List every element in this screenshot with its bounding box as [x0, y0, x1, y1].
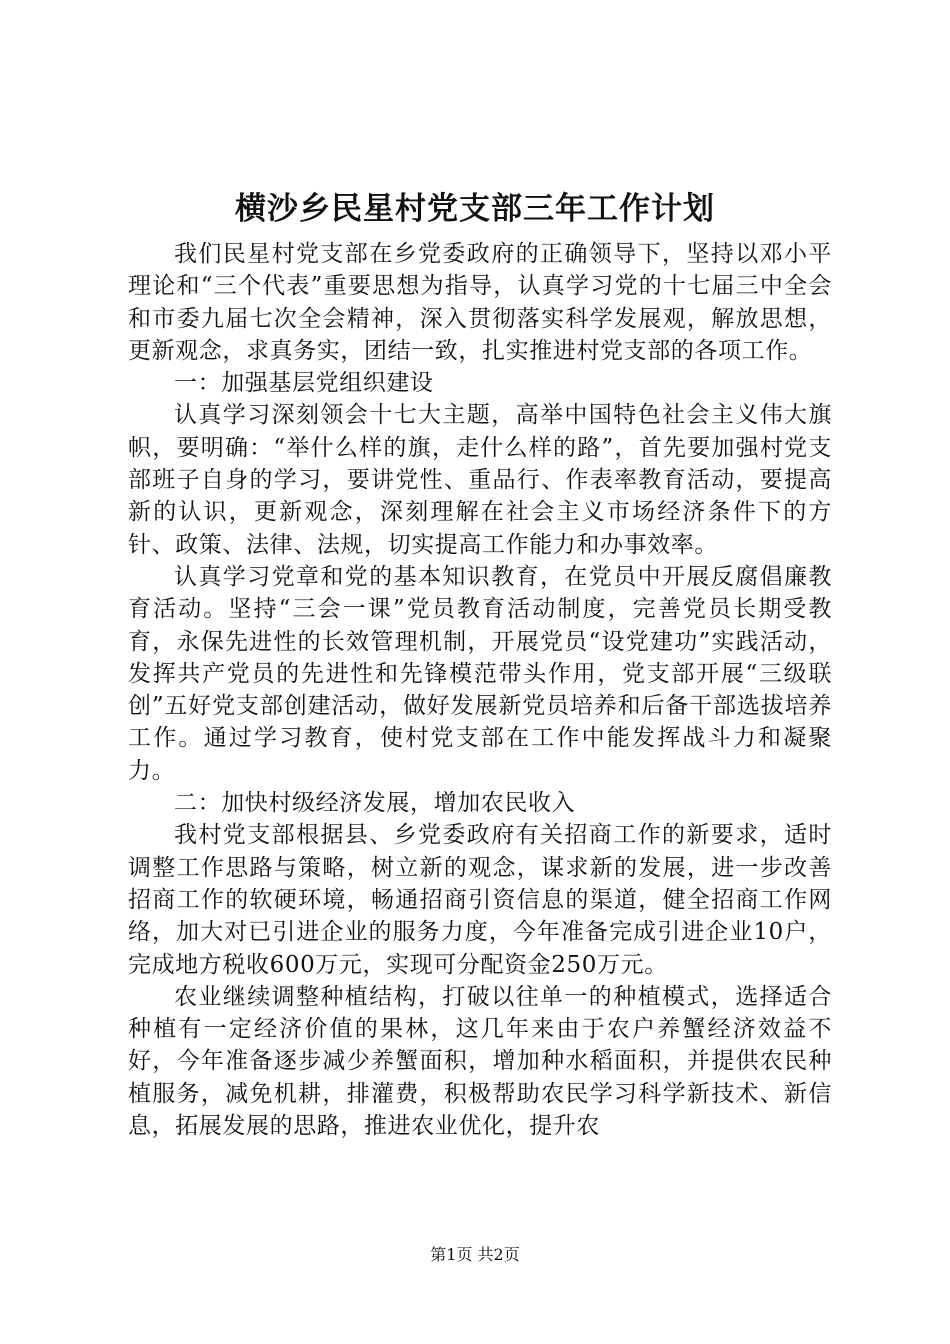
paragraph-intro: 我们民星村党支部在乡党委政府的正确领导下，坚持以邓小平理论和“三个代表”重要思想为指导，认真学习党的十七届三中全会和市委九届七次全会精神，深入贯彻落实科学发展观，解放思想，更新观念，求真务实，团结一致，扎实推进村党支部的各项工作。 [128, 241, 832, 364]
document-body [128, 238, 832, 1142]
paragraph-agriculture: 农业继续调整种植结构，打破以往单一的种植模式，选择适合种植有一定经济价值的果林，这几年来由于农户养蟹经济效益不好，今年准备逐步减少养蟹面积，增加种水稻面积，并提供农民种植服务，减免机耕，排灌费，积极帮助农民学习科学新技术、新信息，拓展发展的思路，推进农业优化，提升农 [128, 983, 832, 1140]
paragraph-study: 认真学习深刻领会十七大主题，高举中国特色社会主义伟大旗帜，要明确：“举什么样的旗，走什么样的路”，首先要加强村党支部班子自身的学习，要讲党性、重品行、作表率教育活动，要提高新的认识，更新观念，深刻理解在社会主义市场经济条件下的方针、政策、法律、法规，切实提高工作能力和办事效率。 [128, 402, 832, 558]
paragraph-party-education: 认真学习党章和党的基本知识教育，在党员中开展反腐倡廉教育活动。坚持“三会一课”党员教育活动制度，完善党员长期受教育，永保先进性的长效管理机制，开展党员“设党建功”实践活动，发挥共产党员的先进性和先锋模范带头作用，党支部开展“三级联创”五好党支部创建活动，做好发展新党员培养和后备干部选拔培养工作。通过学习教育，使村党支部在工作中能发挥战斗力和凝聚力。 [128, 563, 832, 784]
page-footer: 第1页 共2页 [430, 1245, 520, 1264]
section-heading-2: 二：加快村级经济发展，增加农民收入 [174, 790, 576, 817]
paragraph-investment: 我村党支部根据县、乡党委政府有关招商工作的新要求，适时调整工作思路与策略，树立新的观念，谋求新的发展，进一步改善招商工作的软硬环境，畅通招商引资信息的渠道，健全招商工作网络，加大对已引进企业的服务力度，今年准备完成引进企业10户，完成地方税收600万元，实现可分配资金250万元。 [128, 822, 832, 978]
document-title: 横沙乡民星村党支部三年工作计划 [235, 191, 715, 227]
section-heading-1: 一：加强基层党组织建设 [174, 370, 434, 397]
